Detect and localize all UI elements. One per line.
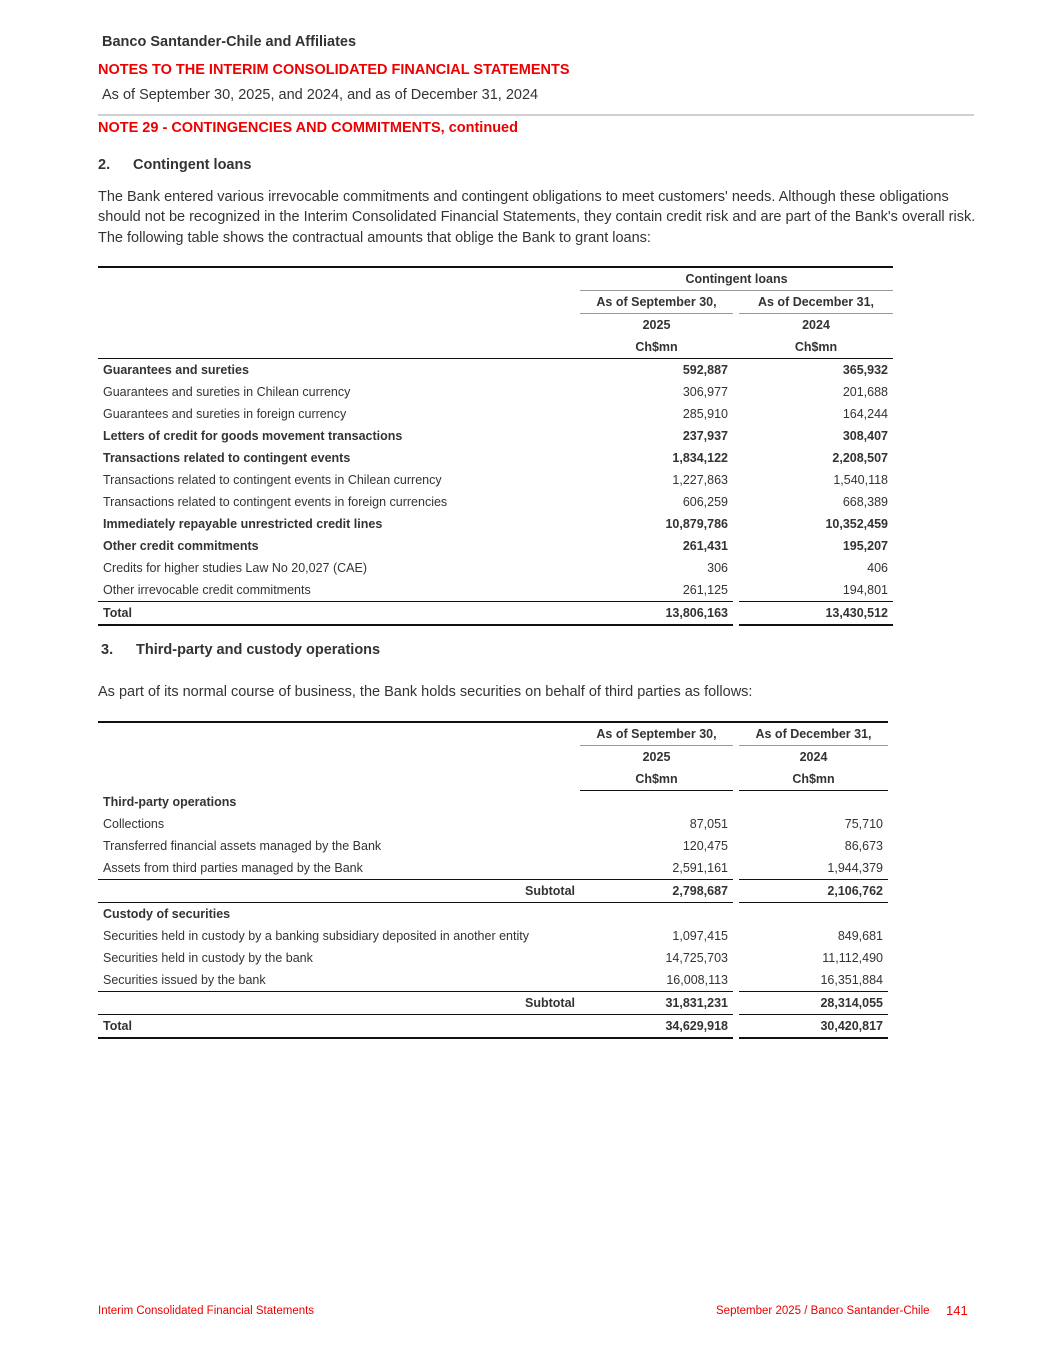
subtotal-label: Subtotal — [98, 880, 580, 903]
row-label: Securities held in custody by a banking subsidiary deposited in another entity — [103, 929, 529, 943]
table-row — [98, 969, 888, 992]
subtotal-row — [98, 880, 888, 903]
row-label: Guarantees and sureties in foreign currency — [103, 407, 347, 421]
col1-unit-header: Ch$mn — [580, 336, 733, 359]
col2-date-header: As of December 31, — [739, 722, 888, 746]
row-label: Transactions related to contingent events in foreign currencies — [103, 495, 448, 509]
row-label: Securities issued by the bank — [103, 973, 266, 987]
row-value-2025: 1,227,863 — [672, 473, 728, 487]
note-title: NOTE 29 - CONTINGENCIES AND COMMITMENTS, continued — [98, 120, 518, 136]
section-2-intro: The Bank entered various irrevocable commitments and contingent obligations to meet customers' needs. Although these obligations should not be recognized in the Interim Consolidated Financial Statements, they contain credit risk and are part of the Bank's overall risk. The following table shows the contractual amounts that oblige the Bank to grant loans: — [98, 189, 976, 246]
row-value-2025: 606,259 — [682, 495, 728, 509]
row-label: Guarantees and sureties — [103, 363, 249, 377]
total-label: Total — [98, 602, 580, 626]
row-value-2024: 194,801 — [842, 583, 888, 597]
table-header-row — [98, 746, 888, 769]
third-party-heading: Third-party operations — [103, 794, 237, 809]
col2-year-header: 2024 — [799, 750, 828, 764]
row-value-2025: 261,431 — [682, 539, 728, 553]
company-name: Banco Santander-Chile and Affiliates — [102, 34, 357, 50]
section-2-number: 2. — [98, 157, 111, 173]
row-label: Securities held in custody by the bank — [103, 951, 313, 965]
row-value-2024: 406 — [867, 561, 888, 575]
row-value-2024: 849,681 — [837, 929, 883, 943]
table-row — [98, 403, 893, 425]
section-3-title: Third-party and custody operations — [136, 642, 381, 658]
table-row — [98, 535, 893, 557]
row-value-2025: 306,977 — [682, 385, 728, 399]
table-row — [98, 857, 888, 880]
total-label: Total — [98, 1015, 580, 1039]
row-label: Other credit commitments — [103, 539, 259, 553]
row-value-2024: 164,244 — [842, 407, 888, 421]
table-header-row — [98, 267, 893, 291]
table-row — [98, 813, 888, 835]
row-value-2025: 87,051 — [689, 817, 728, 831]
row-value-2025: 16,008,113 — [666, 973, 728, 987]
total-value-2024: 13,430,512 — [739, 602, 893, 626]
section-3-heading — [101, 642, 380, 658]
row-value-2025: 592,887 — [682, 363, 728, 377]
subtotal-value-2025: 2,798,687 — [580, 880, 733, 903]
table-header-row — [98, 291, 893, 314]
header-divider — [98, 114, 974, 116]
row-value-2024: 86,673 — [844, 839, 883, 853]
table-row — [98, 947, 888, 969]
row-value-2025: 1,097,415 — [672, 929, 728, 943]
total-value-2024: 30,420,817 — [739, 1015, 888, 1039]
footer-period: September 2025 — [716, 1305, 802, 1317]
total-row — [98, 602, 893, 626]
row-value-2025: 237,937 — [682, 429, 728, 443]
row-value-2025: 1,834,122 — [672, 451, 728, 465]
section-3-intro: As part of its normal course of business, the Bank holds securities on behalf of third parties as follows: — [98, 684, 753, 700]
custody-heading: Custody of securities — [98, 903, 580, 926]
col1-year-header: 2025 — [642, 318, 671, 332]
table-row — [98, 491, 893, 513]
col2-date-header: As of December 31, — [739, 291, 893, 314]
table-row — [98, 579, 893, 602]
row-value-2025: 120,475 — [682, 839, 728, 853]
row-value-2025: 2,591,161 — [672, 861, 728, 875]
section-3-number: 3. — [101, 642, 114, 658]
contingent-loans-table — [98, 266, 893, 626]
col2-unit-header: Ch$mn — [739, 336, 893, 359]
subtotal-value-2024: 2,106,762 — [739, 880, 888, 903]
col1-date-header: As of September 30, — [580, 291, 733, 314]
table-row — [98, 425, 893, 447]
col2-year-header: 2024 — [802, 318, 830, 332]
row-label: Collections — [103, 817, 165, 831]
footer-period-company — [716, 1305, 930, 1317]
total-value-2025: 13,806,163 — [580, 602, 733, 626]
reporting-period: As of September 30, 2025, and 2024, and as of December 31, 2024 — [102, 87, 539, 103]
row-value-2025: 10,879,786 — [665, 517, 728, 531]
row-label: Assets from third parties managed by the Bank — [103, 861, 363, 875]
row-label: Transactions related to contingent events — [103, 451, 351, 465]
row-value-2024: 365,932 — [842, 363, 888, 377]
row-value-2024: 10,352,459 — [825, 517, 888, 531]
contingent-loans-group-header: Contingent loans — [580, 267, 893, 291]
subtotal-value-2025: 31,831,231 — [580, 992, 733, 1015]
subtotal-label: Subtotal — [98, 992, 580, 1015]
row-label: Transferred financial assets managed by the Bank — [103, 839, 382, 853]
table-header-row — [98, 336, 893, 359]
row-value-2024: 668,389 — [842, 495, 888, 509]
row-label: Letters of credit for goods movement transactions — [103, 429, 403, 443]
row-label: Credits for higher studies Law No 20,027 (CAE) — [103, 561, 368, 575]
table-header-row — [98, 722, 888, 746]
group-heading-row — [98, 791, 888, 814]
row-label: Immediately repayable unrestricted credit lines — [103, 517, 383, 531]
row-value-2024: 16,351,884 — [820, 973, 883, 987]
row-label: Transactions related to contingent events in Chilean currency — [103, 473, 442, 487]
group-heading-row — [98, 903, 888, 926]
table-row — [98, 513, 893, 535]
table-header-row — [98, 314, 893, 337]
third-party-custody-table — [98, 721, 888, 1039]
col1-year-header: 2025 — [642, 750, 671, 764]
page-number: 141 — [946, 1303, 968, 1318]
table-row — [98, 835, 888, 857]
row-value-2025: 14,725,703 — [665, 951, 728, 965]
table-row — [98, 359, 893, 382]
col2-unit-header: Ch$mn — [739, 768, 888, 791]
row-value-2024: 1,944,379 — [827, 861, 883, 875]
table-row — [98, 447, 893, 469]
subtotal-value-2024: 28,314,055 — [739, 992, 888, 1015]
row-value-2024: 75,710 — [844, 817, 883, 831]
row-value-2025: 261,125 — [682, 583, 728, 597]
notes-title: NOTES TO THE INTERIM CONSOLIDATED FINANCIAL STATEMENTS — [98, 62, 570, 78]
footer-separator: / — [804, 1305, 808, 1317]
footer-document-title: Interim Consolidated Financial Statements — [98, 1305, 315, 1317]
row-value-2024: 1,540,118 — [833, 473, 888, 487]
section-2-heading — [98, 157, 251, 173]
table-header-row — [98, 768, 888, 791]
row-label: Guarantees and sureties in Chilean currency — [103, 385, 351, 399]
table-row — [98, 557, 893, 579]
total-row — [98, 1015, 888, 1039]
subtotal-row — [98, 992, 888, 1015]
row-value-2024: 2,208,507 — [832, 451, 888, 465]
row-value-2025: 285,910 — [682, 407, 728, 421]
col1-date-header: As of September 30, — [580, 722, 733, 746]
table-row — [98, 469, 893, 491]
row-value-2025: 306 — [707, 561, 728, 575]
section-2-title: Contingent loans — [133, 157, 252, 173]
total-value-2025: 34,629,918 — [580, 1015, 733, 1039]
table-row — [98, 925, 888, 947]
row-value-2024: 308,407 — [842, 429, 888, 443]
row-value-2024: 201,688 — [842, 385, 888, 399]
table-row — [98, 381, 893, 403]
row-value-2024: 195,207 — [842, 539, 888, 553]
row-label: Other irrevocable credit commitments — [103, 583, 311, 597]
footer-company: Banco Santander-Chile — [810, 1305, 930, 1317]
row-value-2024: 11,112,490 — [822, 951, 883, 965]
col1-unit-header: Ch$mn — [580, 768, 733, 791]
